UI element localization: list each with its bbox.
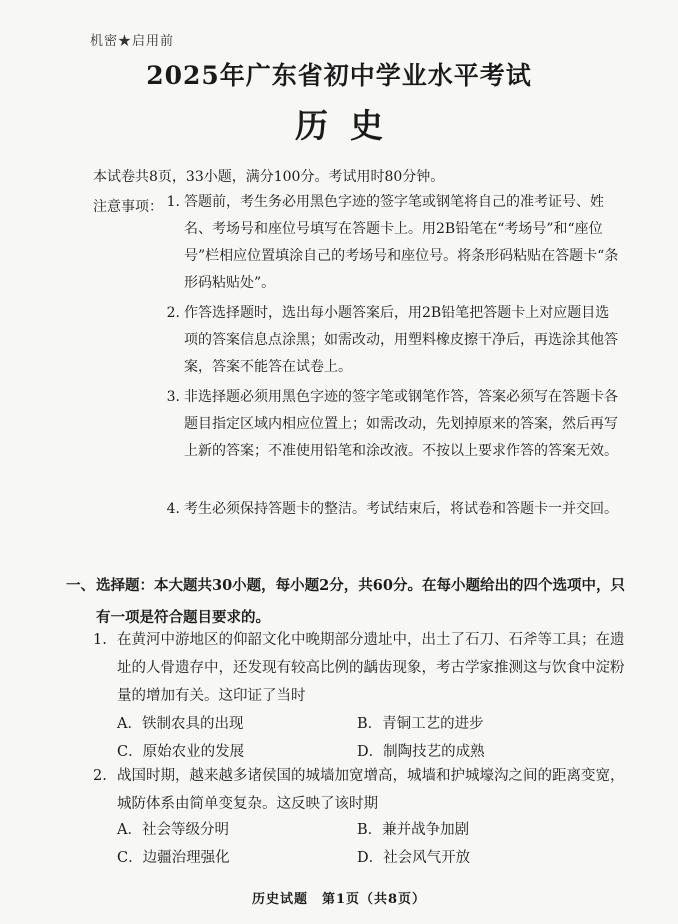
option-d[interactable]: D．制陶技艺的成熟 <box>357 744 485 760</box>
notice-label: 注意事项： <box>93 199 163 215</box>
option-b[interactable]: B．青铜工艺的进步 <box>357 716 484 732</box>
notice-item-number: 3. <box>166 389 180 405</box>
notice-item-text: 考生必须保持答题卡的整洁。考试结束后，将试卷和答题卡一并交回。 <box>184 501 618 517</box>
question-stem: 战国时期，越来越多诸侯国的城墙加宽增高，城墙和护城壕沟之间的距离变宽，城防体系由简单变复杂。这反映了该时期 <box>117 768 625 812</box>
section-heading <box>66 570 626 634</box>
option-c[interactable]: C．边疆治理强化 <box>117 850 230 866</box>
option-c[interactable]: C．原始农业的发展 <box>117 744 245 760</box>
question-number: 1. <box>93 632 107 648</box>
section-number: 一、 <box>66 577 95 594</box>
question-stem: 在黄河中游地区的仰韶文化中晚期部分遗址中，出土了石刀、石斧等工具；在遗址的人骨遗存中，还发现有较高比例的龋齿现象，考古学家推测这与饮食中淀粉量的增加有关。这印证了当时 <box>117 632 625 704</box>
notice-item <box>162 384 620 465</box>
notice-item <box>162 189 620 297</box>
notice-item-text: 答题前，考生务必用黑色字迹的签字笔或钢笔将自己的准考证号、姓名、考场号和座位号填写在答题卡上。用2B铅笔在“考场号”和“座位号”栏相应位置填涂自己的考场号和座位号。将条形码粘贴在答题卡“条形码粘贴处”。 <box>184 194 619 291</box>
option-a[interactable]: A．铁制农具的出现 <box>117 716 244 732</box>
notice-item-text: 非选择题必须用黑色字迹的签字笔或钢笔作答，答案必须写在答题卡各题目指定区域内相应位置上；如需改动，先划掉原来的答案，然后再写上新的答案；不准使用铅笔和涂改液。不按以上要求作答的答案无效。 <box>184 389 618 459</box>
option-d[interactable]: D．社会风气开放 <box>357 850 471 866</box>
page-footer: 历史试题 第1页（共8页） <box>251 892 427 907</box>
secret-mark: 机密★启用前 <box>90 34 175 49</box>
question-1 <box>93 626 633 710</box>
notice-item-text: 作答选择题时，选出每小题答案后，用2B铅笔把答题卡上对应题目选项的答案信息点涂黑；如需改动，用塑料橡皮擦干净后，再选涂其他答案，答案不能答在试卷上。 <box>184 305 618 375</box>
subject-title: 历史 <box>295 106 405 145</box>
notice-item-number: 4. <box>166 501 180 517</box>
section-instructions: 选择题：本大题共30小题，每小题2分，共60分。在每小题给出的四个选项中，只有一项是符合题目要求的。 <box>96 577 625 626</box>
notice-item <box>162 300 620 381</box>
question-number: 2. <box>93 768 107 784</box>
option-b[interactable]: B．兼并战争加剧 <box>357 822 470 838</box>
exam-info: 本试卷共8页，33小题，满分100分。考试用时80分钟。 <box>93 169 445 185</box>
question-2 <box>93 762 633 818</box>
notice-item-number: 1. <box>166 194 180 210</box>
option-a[interactable]: A．社会等级分明 <box>117 822 229 838</box>
notice-item <box>162 496 620 523</box>
notice-item-number: 2. <box>166 305 180 321</box>
exam-title: 2025年广东省初中学业水平考试 <box>146 61 532 90</box>
